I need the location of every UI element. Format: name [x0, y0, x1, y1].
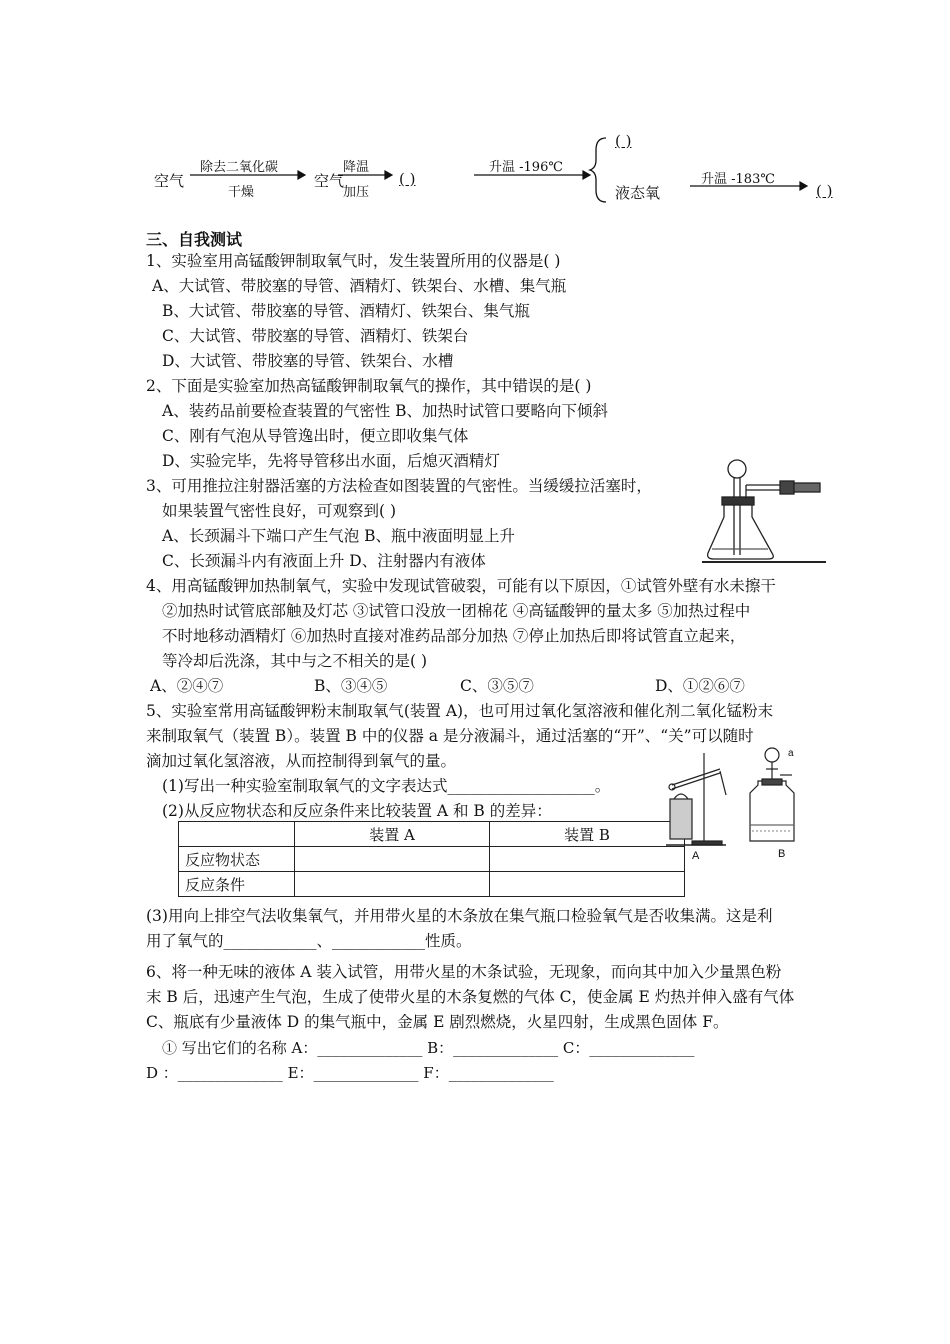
- q4-line-2: ②加热时试管底部触及灯芯 ③试管口没放一团棉花 ④高锰酸钾的量太多 ⑤加热过程中: [162, 602, 751, 620]
- flow-step1-bottom: 干燥: [228, 185, 255, 200]
- table-header-cell: 装置 B: [490, 822, 685, 847]
- table-cell: [295, 872, 490, 897]
- q4-line-4: 等冷却后洗涤，其中与之不相关的是( ): [162, 652, 428, 670]
- table-cell: [490, 872, 685, 897]
- table-cell: [490, 847, 685, 872]
- flow-arrowhead-1: [298, 171, 305, 179]
- apparatus-a-b-figure: [662, 745, 812, 865]
- q5-part-3a: (3)用向上排空气法收集氧气，并用带火星的木条放在集气瓶口检验氧气是否收集满。这是利: [146, 907, 773, 925]
- q5-part-2: (2)从反应物状态和反应条件来比较装置 A 和 B 的差异：: [162, 802, 552, 820]
- q1-option-a: A、大试管、带胶塞的导管、酒精灯、铁架台、水槽、集气瓶: [152, 277, 567, 295]
- flow-arrows: [0, 0, 950, 220]
- table-row-label: 反应物状态: [179, 847, 295, 872]
- device-comparison-table: [178, 821, 685, 897]
- figure-label-a: A: [692, 850, 700, 862]
- figure-label-b: B: [778, 848, 786, 860]
- q6-line-2: 末 B 后，迅速产生气泡，生成了使带火星的木条复燃的气体 C，使金属 E 灼热并伸入盛有气体: [146, 988, 795, 1006]
- q1-stem: 1、实验室用高锰酸钾制取氧气时，发生装置所用的仪器是( ): [146, 252, 561, 270]
- q6-line-4: ① 写出它们的名称 A：______________ B：______________ C：______________: [162, 1039, 695, 1057]
- q3-stem-1: 3、可用推拉注射器活塞的方法检查如图装置的气密性。当缓缓拉活塞时，: [146, 477, 652, 495]
- flow-arrowhead-3: [583, 171, 590, 179]
- q4-line-1: 4、用高锰酸钾加热制氧气，实验中发现试管破裂，可能有以下原因，①试管外壁有水未擦干: [146, 577, 776, 595]
- q6-line-3: C、瓶底有少量液体 D 的集气瓶中，金属 E 剧烈燃烧，火星四射，生成黑色固体 F。: [146, 1013, 729, 1031]
- flow-air-2: 空气: [314, 172, 345, 190]
- q2-option-ab: A、装药品前要检查装置的气密性 B、加热时试管口要略向下倾斜: [162, 402, 609, 420]
- flow-arrowhead-4: [800, 182, 807, 190]
- q4-option-d: D、①②⑥⑦: [655, 677, 745, 695]
- table-header-row: [179, 822, 685, 847]
- q1-option-c: C、大试管、带胶塞的导管、酒精灯、铁架台: [162, 327, 469, 345]
- q3-option-ab: A、长颈漏斗下端口产生气泡 B、瓶中液面明显上升: [162, 527, 516, 545]
- q5-line-1: 5、实验室常用高锰酸钾粉末制取氧气(装置 A)，也可用过氧化氢溶液和催化剂二氧化锰粉末: [146, 702, 774, 720]
- flow-branch-bottom: 液态氧: [615, 184, 661, 202]
- flow-step2-bottom: 加压: [343, 185, 370, 200]
- q1-option-b: B、大试管、带胶塞的导管、酒精灯、铁架台、集气瓶: [162, 302, 530, 320]
- table-row: [179, 872, 685, 897]
- flow-air-1: 空气: [154, 172, 185, 190]
- flow-step2-top: 降温: [343, 160, 370, 175]
- q4-option-b: B、③④⑤: [314, 677, 388, 695]
- q5-line-3: 滴加过氧化氢溶液，从而控制得到氧气的量。: [146, 752, 457, 770]
- q6-line-5: D ：______________ E：______________ F：______________: [146, 1064, 554, 1082]
- q2-option-d: D、实验完毕，先将导管移出水面，后熄灭酒精灯: [162, 452, 500, 470]
- table-cell: [295, 847, 490, 872]
- flow-brace: [590, 138, 606, 202]
- flow-blank-1: ( ): [399, 170, 416, 188]
- flow-step1-top: 除去二氧化碳: [200, 160, 279, 175]
- table-row: [179, 847, 685, 872]
- flow-blank-end: ( ): [816, 182, 833, 200]
- table-header-cell: [179, 822, 295, 847]
- table-row-label: 反应条件: [179, 872, 295, 897]
- flow-step4-top: 升温 -183℃: [701, 172, 775, 187]
- table-header-cell: 装置 A: [295, 822, 490, 847]
- flow-branch-top: ( ): [615, 132, 632, 150]
- flow-arrowhead-2: [385, 171, 392, 179]
- airtightness-apparatus-figure: [700, 455, 830, 567]
- q2-stem: 2、下面是实验室加热高锰酸钾制取氧气的操作，其中错误的是( ): [146, 377, 592, 395]
- q4-option-a: A、②④⑦: [150, 677, 224, 695]
- q1-option-d: D、大试管、带胶塞的导管、铁架台、水槽: [162, 352, 454, 370]
- figure-label-funnel-a: a: [788, 748, 794, 759]
- q2-option-c: C、刚有气泡从导管逸出时，便立即收集气体: [162, 427, 469, 445]
- q4-option-c: C、③⑤⑦: [460, 677, 534, 695]
- q3-stem-2: 如果装置气密性良好，可观察到( ): [162, 502, 397, 520]
- q5-line-2: 来制取氧气（装置 B）。装置 B 中的仪器 a 是分液漏斗，通过活塞的“开”、“关”可以随时: [146, 727, 754, 745]
- q4-line-3: 不时地移动酒精灯 ⑥加热时直接对准药品部分加热 ⑦停止加热后即将试管直立起来，: [162, 627, 746, 645]
- q6-line-1: 6、将一种无味的液体 A 装入试管，用带火星的木条试验，无现象，而向其中加入少量黑色粉: [146, 963, 782, 981]
- q5-part-3b: 用了氧气的____________、____________性质。: [146, 932, 472, 950]
- section-title: 三、自我测试: [146, 230, 243, 249]
- flow-step3-top: 升温 -196℃: [489, 160, 563, 175]
- q3-option-cd: C、长颈漏斗内有液面上升 D、注射器内有液体: [162, 552, 486, 570]
- q5-part-1: (1)写出一种实验室制取氧气的文字表达式___________________。: [162, 777, 611, 795]
